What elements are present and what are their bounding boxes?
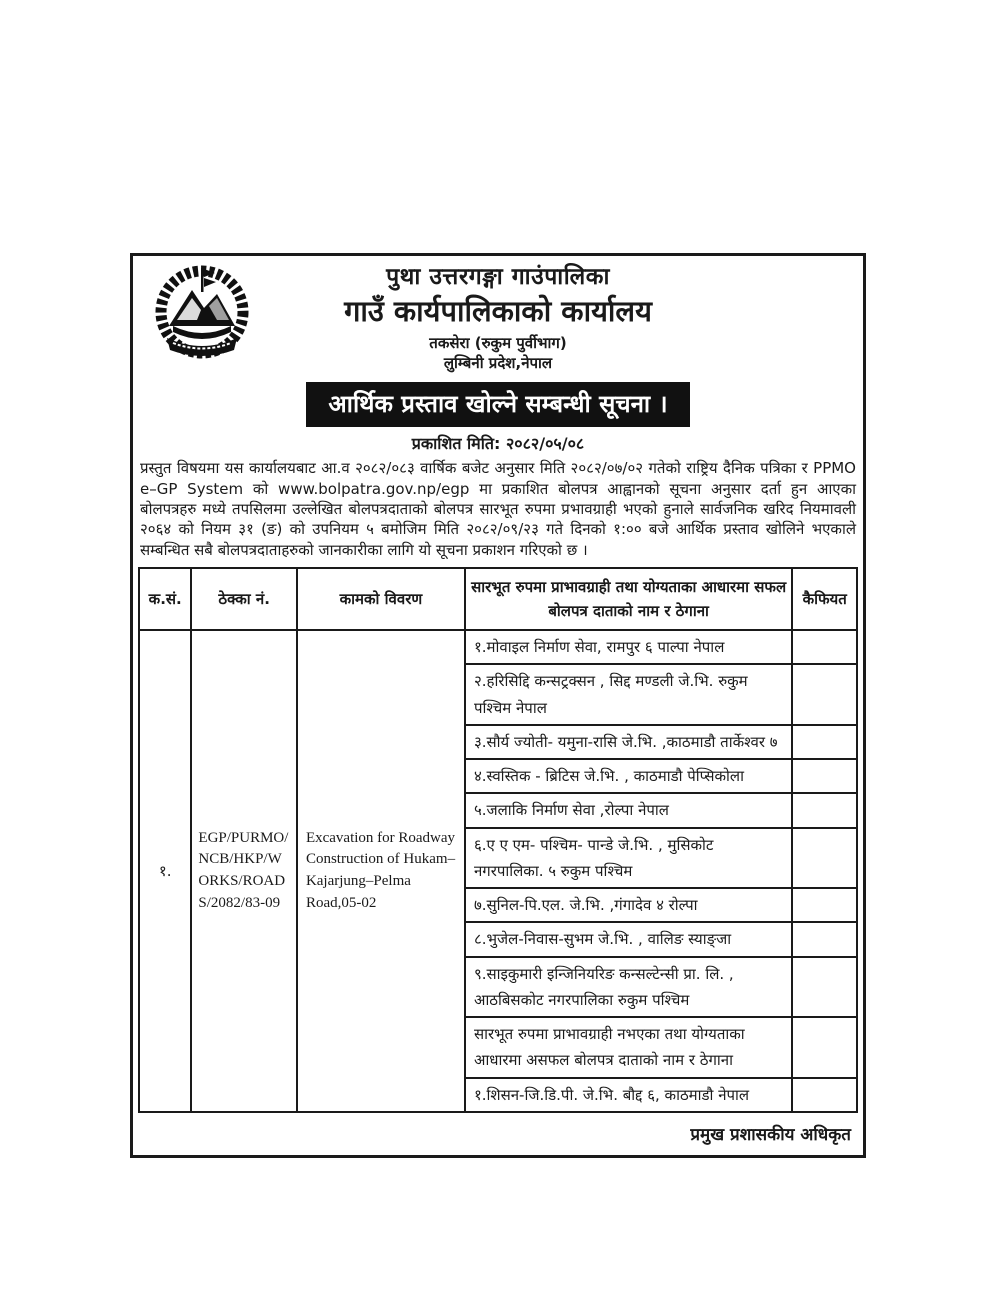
remarks-cell [792,957,857,1018]
municipality-emblem-logo [147,260,257,364]
address-line-2: लुम्बिनी प्रदेश,नेपाल [443,354,553,373]
bidder-entry: ८.भुजेल-निवास-सुभम जे.भि. , वालिङ स्याङ्जा [465,922,792,956]
bidder-entry: १.मोवाइल निर्माण सेवा, रामपुर ६ पाल्पा नेपाल [465,630,792,664]
unsuccessful-bidders-section-label: सारभूत रुपमा प्राभावग्राही नभएका तथा योग्यताका आधारमा असफल बोलपत्र दाताको नाम र ठेगाना [465,1017,792,1078]
signatory-title: प्रमुख प्रशासकीय अधिकृत [690,1124,851,1145]
bidder-entry: २.हरिसिद्दि कन्सट्रक्सन , सिद्द मण्डली जे.भि. रुकुम पश्चिम नेपाल [465,664,792,725]
bidder-entry: ७.सुनिल-पि.एल. जे.भि. ,गंगादेव ४ रोल्पा [465,888,792,922]
organization-name: पुथा उत्तरगङ्गा गाउंपालिका [386,264,610,290]
remarks-cell [792,888,857,922]
bidder-entry: ६.ए ए एम- पश्चिम- पान्डे जे.भि. , मुसिकोट नगरपालिका. ५ रुकुम पश्चिम [465,828,792,889]
remarks-cell [792,793,857,827]
bidders-table [138,567,858,1113]
notice-body-paragraph: प्रस्तुत विषयमा यस कार्यालयबाट आ.व २०८२/०८३ वार्षिक बजेट अनुसार मिति २०८२/०७/०२ गतेको राष्ट्रिय दैनिक पत्रिका र PPMO e–GP System को www.bolpatra.gov.np/egp मा प्रकाशित बोलपत्र आह्वानको सूचना अनुसार दर्ता हुन आएका बोलपत्रहरु मध्ये तपसिलमा उल्लेखित बोलपत्रदाताको बोलपत्र सारभूत रुपमा प्रभावग्राही भएको हुनाले सार्वजनिक खरिद नियमावली २०६४ को नियम ३१ (ङ) को उपनियम ५ बमोजिम मिति २०८२/०९/२३ गते दिनको १:०० बजे आर्थिक प्रस्ताव खोलिने भएकाले सम्बन्धित सबै बोलपत्रदाताहरुको जानकारीका लागि यो सूचना प्रकाशन गरिएको छ । [140,459,856,559]
remarks-cell [792,828,857,889]
remarks-cell [792,664,857,725]
remarks-cell [792,1017,857,1078]
table-row [139,630,857,664]
table-header-row [139,568,857,630]
published-date: प्रकाशित मिति: २०८२/०५/०८ [411,434,585,454]
notice-document-frame [130,253,866,1158]
notice-title: आर्थिक प्रस्ताव खोल्ने सम्बन्धी सूचना । [306,382,689,427]
bidder-entry: १.शिसन-जि.डि.पी. जे.भि. बौद्द ६, काठमाडौ नेपाल [465,1078,792,1112]
bidders-table-body [139,630,857,1112]
remarks-cell [792,1078,857,1112]
contract-number-cell: EGP/PURMO/NCB/HKP/WORKS/ROADS/2082/83-09 [191,630,297,1112]
header-contract-no: ठेक्का नं. [191,568,297,630]
remarks-cell [792,922,857,956]
remarks-cell [792,630,857,664]
header-serial-no: क.सं. [139,568,191,630]
document-header [133,256,863,454]
header-successful-bidders: सारभूत रुपमा प्राभावग्राही तथा योग्यताका आधारमा सफल बोलपत्र दाताको नाम र ठेगाना [465,568,792,630]
bidder-entry: ५.जलाकि निर्माण सेवा ,रोल्पा नेपाल [465,793,792,827]
serial-number-cell: १. [139,630,191,1112]
office-name: गाउँ कार्यपालिकाको कार्यालय [344,294,652,329]
address-line-1: तकसेरा (रुकुम पुर्वीभाग) [429,333,567,352]
bidder-entry: ९.साइकुमारी इन्जिनियरिङ कन्सल्टेन्सी प्रा. लि. , आठबिसकोट नगरपालिका रुकुम पश्चिम [465,957,792,1018]
bidders-table-head [139,568,857,630]
header-remarks: कैफियत [792,568,857,630]
header-work-description: कामको विवरण [297,568,465,630]
bidder-entry: ३.सौर्य ज्योती- यमुना-रासि जे.भि. ,काठमाडौ तार्केश्वर ७ [465,725,792,759]
bidder-entry: ४.स्वस्तिक - ब्रिटिस जे.भि. , काठमाडौ पेप्सिकोला [465,759,792,793]
remarks-cell [792,725,857,759]
remarks-cell [792,759,857,793]
work-description-cell: Excavation for Roadway Construction of Hukam–Kajarjung–Pelma Road,05-02 [297,630,465,1112]
notice-title-wrap [133,382,863,427]
